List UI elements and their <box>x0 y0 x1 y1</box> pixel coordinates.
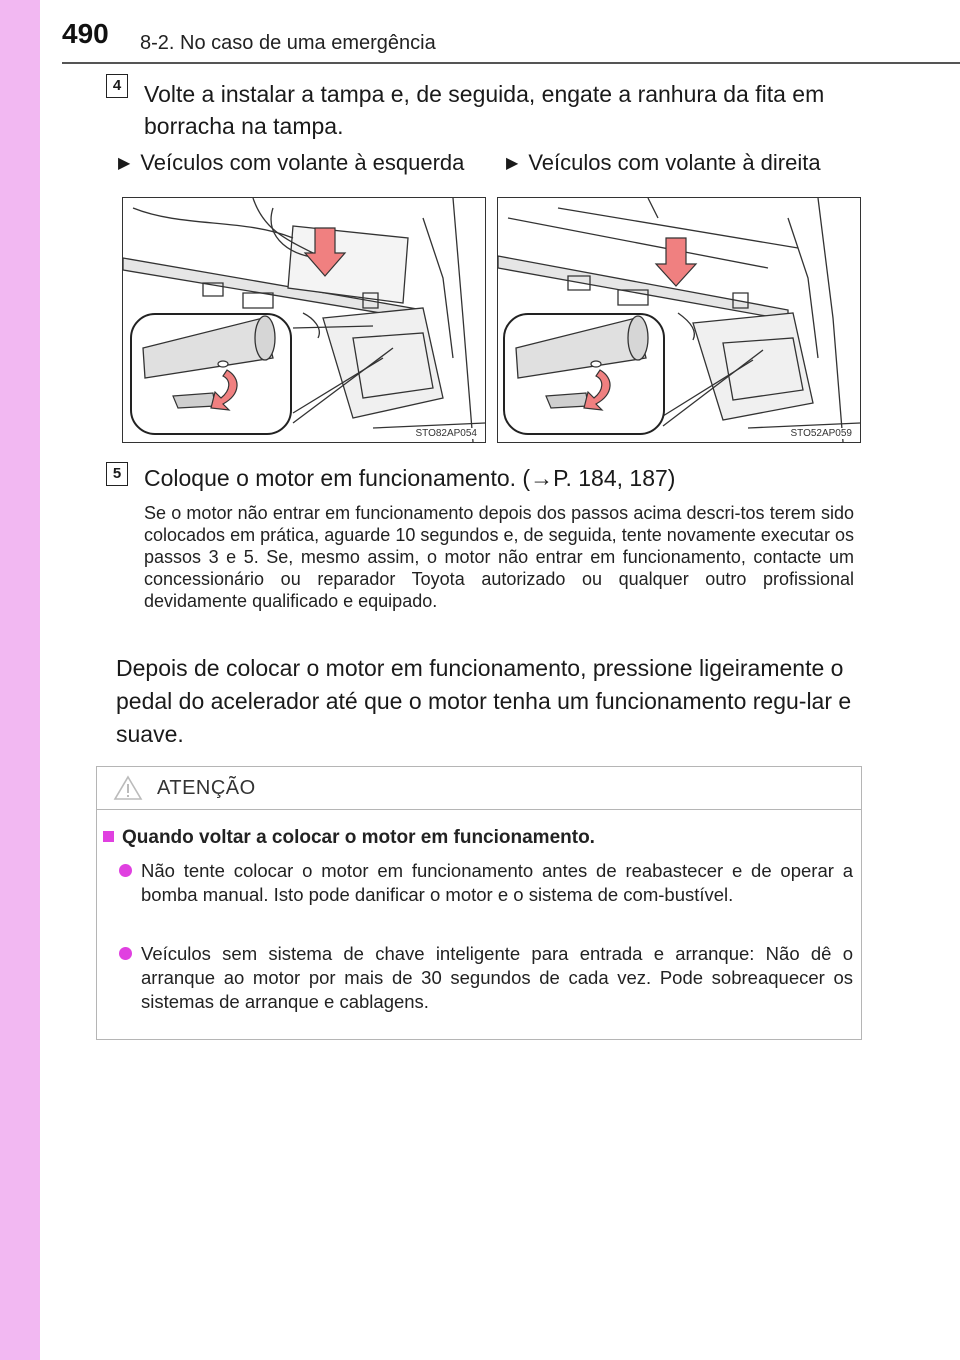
warning-heading-text: Quando voltar a colocar o motor em funcionamento. <box>122 827 595 848</box>
warning-item-2 <box>123 942 853 1014</box>
bullet-dot-icon <box>119 947 132 960</box>
figure-left-hand-drive <box>122 197 486 443</box>
side-color-strip <box>0 0 40 1360</box>
engine-cover-illustration-left <box>123 198 485 442</box>
page-number: 490 <box>62 18 109 49</box>
warning-item-1 <box>123 859 853 907</box>
step-4-text: Volte a instalar a tampa e, de seguida, engate a ranhura da fita em borracha na tampa. <box>144 81 825 139</box>
figure-right-hand-drive <box>497 197 861 443</box>
section-title: 8-2. No caso de uma emergência <box>140 32 436 54</box>
right-triangle-bullet-icon: ▶ <box>506 155 519 172</box>
warning-item-2-text: Veículos sem sistema de chave inteligente para entrada e arranque: Não dê o arranque ao motor por mais de 30 segundos de cada vez. Pode sobreaquecer os sistemas de arranque e cablagens. <box>141 943 853 1012</box>
step-number-5: 5 <box>106 462 128 486</box>
warning-heading <box>103 827 595 849</box>
warning-title: ATENÇÃO <box>157 777 256 799</box>
engine-cover-illustration-right <box>498 198 860 442</box>
figure-code-right: STO52AP059 <box>790 428 852 439</box>
right-triangle-bullet-icon: ▶ <box>118 155 131 172</box>
warning-header <box>97 767 861 810</box>
warning-item-1-text: Não tente colocar o motor em funcionamento antes de reabastecer e de operar a bomba manual. Isto pode danificar o motor e o sistema de com-bustível. <box>141 860 853 905</box>
warning-box <box>96 766 862 1040</box>
variant-label-left-text: Veículos com volante à esquerda <box>140 150 465 175</box>
variant-label-right <box>506 150 821 176</box>
figure-code-left: STO82AP054 <box>415 428 477 439</box>
step-5-note: Se o motor não entrar em funcionamento depois dos passos acima descri-tos terem sido colocados em prática, aguarde 10 segundos e, de seguida, tente novamente executar os passos 3 e 5. Se, mesmo assim, o motor não entrar em funcionamento, contacte um concessionário ou reparador Toyota autorizado ou qualquer outro profissional devidamente qualificado e equipado. <box>144 503 854 611</box>
step-5-text: Coloque o motor em funcionamento. (→P. 184, 187) <box>144 465 676 491</box>
variant-label-left <box>118 150 464 176</box>
warning-triangle-icon <box>113 775 143 801</box>
header-rule <box>62 62 960 64</box>
step-number-4: 4 <box>106 74 128 98</box>
body-paragraph: Depois de colocar o motor em funcionamento, pressione ligeiramente o pedal do acelerador até que o motor tenha um funcionamento regu-lar e suave. <box>116 655 852 747</box>
variant-label-right-text: Veículos com volante à direita <box>528 150 821 175</box>
bullet-dot-icon <box>119 864 132 877</box>
square-bullet-icon <box>103 831 114 842</box>
